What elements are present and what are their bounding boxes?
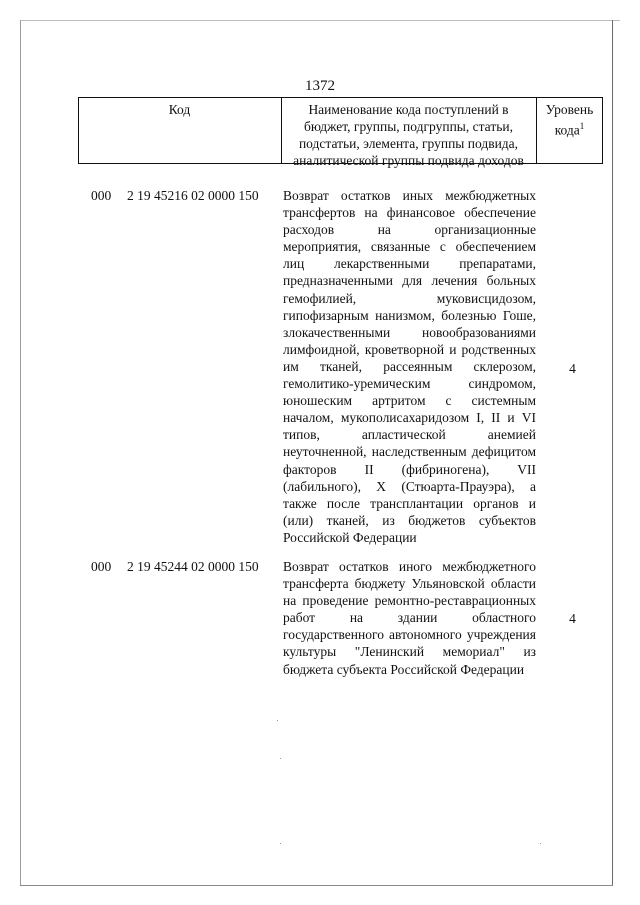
header-level — [537, 101, 602, 139]
row-2-budget-code: 2 19 45244 02 0000 150 — [127, 559, 259, 574]
scan-edge-right — [612, 20, 613, 886]
header-code: Код — [168, 102, 191, 117]
header-border-top — [78, 97, 603, 98]
scan-edge-top — [20, 20, 620, 21]
header-name-line-2: бюджет, группы, подгруппы, статьи, — [304, 119, 513, 134]
table-header — [78, 97, 603, 168]
scan-speck — [280, 758, 281, 759]
row-1-budget-code: 2 19 45216 02 0000 150 — [127, 188, 259, 203]
scan-speck — [277, 720, 278, 721]
scan-speck — [540, 843, 541, 844]
row-1-admin-code: 000 — [91, 188, 112, 203]
row-2-level: 4 — [569, 611, 576, 626]
header-border-right — [602, 97, 603, 164]
footnote-mark: 1 — [579, 121, 585, 131]
row-1-level: 4 — [569, 361, 576, 376]
header-name-line-1: Наименование кода поступлений в — [308, 102, 509, 117]
row-2-name: Возврат остатков иного межбюджетного трансферта бюджету Ульяновской области на проведение ремонтно-реставрационных работ на здании областного государственного автономного учреждения культуры "Ленинский мемориал" из бюджета субъекта Российской Федерации — [283, 559, 536, 677]
scan-speck — [280, 843, 281, 844]
header-name-line-3: подстатьи, элемента, группы подвида, — [298, 136, 519, 151]
row-1-name: Возврат остатков иных межбюджетных трансфертов на финансовое обеспечение расходов на организационные мероприятия, связанные с обеспечением лиц лекарственными препаратами, предназначенными для лечения больных гемофилией, муковисцидозом, гипофизарным нанизмом, болезнью Гоше, злокачественными новообразованиями лимфоидной, кроветворной и родственных им тканей, рассеянным склерозом, гемолитико-уремическим синдромом, юношеским артритом с системным началом, мукополисахаридозом I, II и VI типов, апластической анемией неуточненной, наследственным дефицитом факторов II (фибриногена), VII (лабильного), X (Стюарта-Прауэра), а также после трансплантации органов и (или) тканей, из бюджетов субъектов Российской Федерации — [283, 188, 536, 545]
header-name — [281, 101, 536, 169]
header-level-line-1: Уровень — [545, 102, 594, 117]
page-number: 1372 — [305, 78, 335, 94]
header-level-line-2: кода$^1$ — [554, 121, 585, 138]
header-name-line-4: аналитической группы подвида доходов — [293, 153, 524, 168]
scan-edge-left — [20, 20, 21, 886]
scan-edge-bottom — [20, 885, 613, 886]
row-2-admin-code: 000 — [91, 559, 112, 574]
